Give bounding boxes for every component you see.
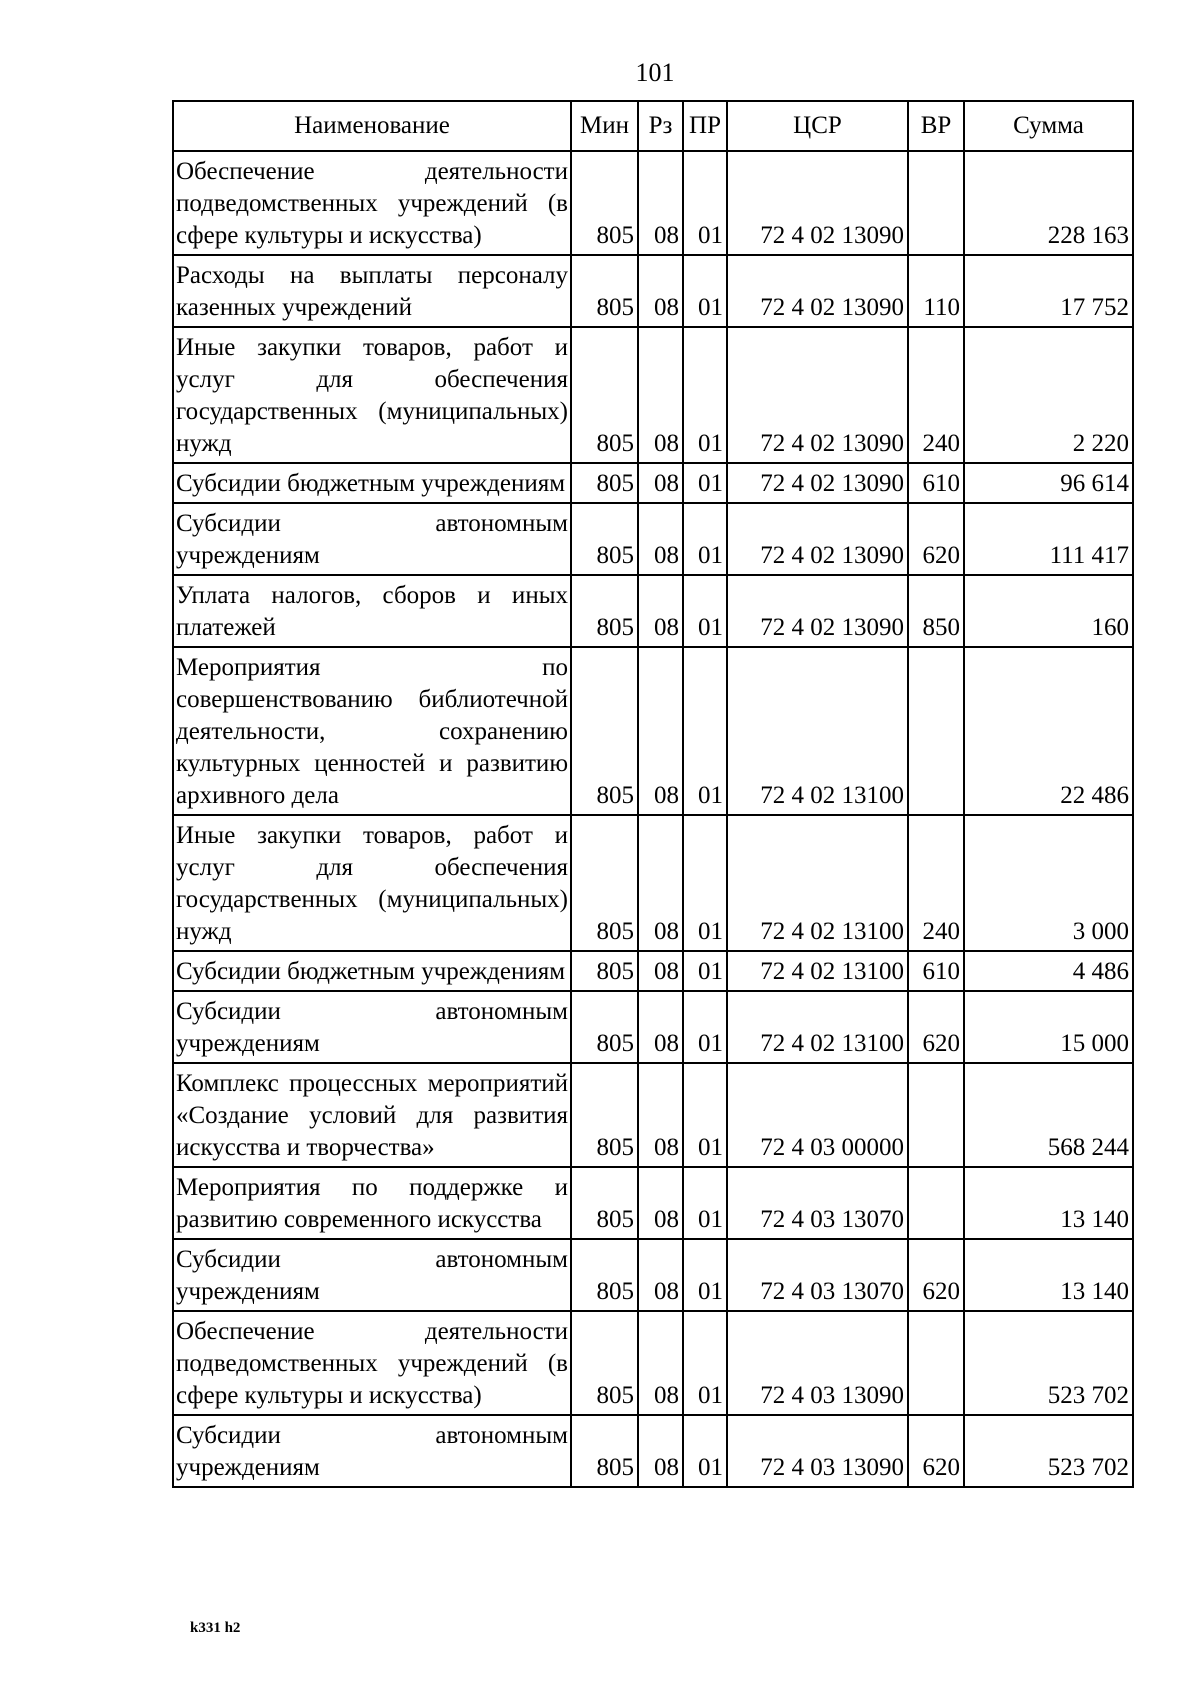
cell-pr: 01	[683, 951, 727, 991]
cell-vr: 620	[908, 991, 964, 1063]
table-row	[173, 463, 1133, 503]
header-min: Мин	[571, 101, 638, 151]
table-row	[173, 647, 1133, 815]
cell-pr: 01	[683, 991, 727, 1063]
cell-sum: 13 140	[964, 1239, 1133, 1311]
cell-rz: 08	[638, 951, 683, 991]
cell-vr: 610	[908, 951, 964, 991]
cell-csr: 72 4 03 00000	[727, 1063, 908, 1167]
cell-csr: 72 4 02 13090	[727, 575, 908, 647]
cell-sum: 160	[964, 575, 1133, 647]
cell-csr: 72 4 02 13100	[727, 991, 908, 1063]
cell-rz: 08	[638, 575, 683, 647]
cell-csr: 72 4 02 13100	[727, 815, 908, 951]
cell-name: Расходы на выплаты персоналу казенных учреждений	[173, 255, 571, 327]
cell-min: 805	[571, 463, 638, 503]
table-row	[173, 951, 1133, 991]
cell-rz: 08	[638, 327, 683, 463]
cell-pr: 01	[683, 1239, 727, 1311]
table-row	[173, 1415, 1133, 1487]
cell-name: Мероприятия по поддержке и развитию современного искусства	[173, 1167, 571, 1239]
cell-rz: 08	[638, 1167, 683, 1239]
cell-rz: 08	[638, 1311, 683, 1415]
cell-min: 805	[571, 647, 638, 815]
cell-sum: 2 220	[964, 327, 1133, 463]
cell-pr: 01	[683, 1415, 727, 1487]
cell-name: Обеспечение деятельности подведомственных учреждений (в сфере культуры и искусства)	[173, 1311, 571, 1415]
cell-name: Обеспечение деятельности подведомственных учреждений (в сфере культуры и искусства)	[173, 151, 571, 255]
table-row	[173, 575, 1133, 647]
cell-vr: 620	[908, 1415, 964, 1487]
header-csr: ЦСР	[727, 101, 908, 151]
cell-sum: 13 140	[964, 1167, 1133, 1239]
table-header-row	[173, 101, 1133, 151]
cell-min: 805	[571, 1167, 638, 1239]
header-name: Наименование	[173, 101, 571, 151]
table-body	[173, 151, 1133, 1487]
cell-pr: 01	[683, 503, 727, 575]
cell-vr: 620	[908, 1239, 964, 1311]
table-row	[173, 1239, 1133, 1311]
budget-table	[172, 100, 1134, 1488]
cell-vr: 110	[908, 255, 964, 327]
cell-pr: 01	[683, 647, 727, 815]
header-rz: Рз	[638, 101, 683, 151]
cell-name: Субсидии бюджетным учреждениям	[173, 463, 571, 503]
cell-csr: 72 4 02 13090	[727, 463, 908, 503]
table-row	[173, 1063, 1133, 1167]
cell-csr: 72 4 02 13090	[727, 327, 908, 463]
cell-sum: 17 752	[964, 255, 1133, 327]
cell-name: Комплекс процессных мероприятий «Создание условий для развития искусства и творчества»	[173, 1063, 571, 1167]
cell-csr: 72 4 03 13070	[727, 1239, 908, 1311]
cell-vr	[908, 151, 964, 255]
cell-sum: 22 486	[964, 647, 1133, 815]
cell-sum: 15 000	[964, 991, 1133, 1063]
cell-vr	[908, 1063, 964, 1167]
cell-rz: 08	[638, 1239, 683, 1311]
cell-sum: 111 417	[964, 503, 1133, 575]
cell-name: Иные закупки товаров, работ и услуг для обеспечения государственных (муниципальных) нужд	[173, 327, 571, 463]
cell-pr: 01	[683, 575, 727, 647]
cell-min: 805	[571, 1415, 638, 1487]
cell-vr: 240	[908, 327, 964, 463]
cell-csr: 72 4 02 13100	[727, 647, 908, 815]
cell-sum: 96 614	[964, 463, 1133, 503]
cell-sum: 568 244	[964, 1063, 1133, 1167]
table-row	[173, 151, 1133, 255]
table-row	[173, 991, 1133, 1063]
cell-csr: 72 4 02 13090	[727, 255, 908, 327]
table-row	[173, 1167, 1133, 1239]
page-number: 101	[635, 58, 675, 87]
cell-rz: 08	[638, 1063, 683, 1167]
cell-vr: 850	[908, 575, 964, 647]
cell-min: 805	[571, 1239, 638, 1311]
cell-csr: 72 4 02 13090	[727, 503, 908, 575]
header-vr: ВР	[908, 101, 964, 151]
cell-vr	[908, 1311, 964, 1415]
cell-csr: 72 4 03 13090	[727, 1311, 908, 1415]
cell-sum: 4 486	[964, 951, 1133, 991]
cell-rz: 08	[638, 647, 683, 815]
cell-pr: 01	[683, 327, 727, 463]
cell-pr: 01	[683, 463, 727, 503]
header-sum: Сумма	[964, 101, 1133, 151]
table-row	[173, 1311, 1133, 1415]
cell-csr: 72 4 03 13090	[727, 1415, 908, 1487]
cell-vr: 610	[908, 463, 964, 503]
footer-code: k331 h2	[190, 1620, 241, 1636]
cell-rz: 08	[638, 151, 683, 255]
cell-min: 805	[571, 951, 638, 991]
table-row	[173, 503, 1133, 575]
cell-name: Субсидии автономным учреждениям	[173, 1239, 571, 1311]
cell-csr: 72 4 02 13090	[727, 151, 908, 255]
cell-pr: 01	[683, 1167, 727, 1239]
cell-min: 805	[571, 815, 638, 951]
cell-vr: 620	[908, 503, 964, 575]
cell-rz: 08	[638, 815, 683, 951]
cell-vr	[908, 647, 964, 815]
table-row	[173, 255, 1133, 327]
cell-pr: 01	[683, 815, 727, 951]
cell-min: 805	[571, 255, 638, 327]
cell-name: Субсидии автономным учреждениям	[173, 991, 571, 1063]
cell-name: Субсидии бюджетным учреждениям	[173, 951, 571, 991]
cell-pr: 01	[683, 1311, 727, 1415]
cell-csr: 72 4 02 13100	[727, 951, 908, 991]
cell-sum: 523 702	[964, 1415, 1133, 1487]
cell-sum: 3 000	[964, 815, 1133, 951]
cell-min: 805	[571, 1063, 638, 1167]
cell-name: Субсидии автономным учреждениям	[173, 1415, 571, 1487]
cell-name: Субсидии автономным учреждениям	[173, 503, 571, 575]
cell-rz: 08	[638, 255, 683, 327]
cell-min: 805	[571, 991, 638, 1063]
cell-name: Уплата налогов, сборов и иных платежей	[173, 575, 571, 647]
cell-sum: 228 163	[964, 151, 1133, 255]
cell-rz: 08	[638, 503, 683, 575]
cell-name: Мероприятия по совершенствованию библиотечной деятельности, сохранению культурных ценностей и развитию архивного дела	[173, 647, 571, 815]
cell-name: Иные закупки товаров, работ и услуг для обеспечения государственных (муниципальных) нужд	[173, 815, 571, 951]
cell-pr: 01	[683, 151, 727, 255]
cell-pr: 01	[683, 1063, 727, 1167]
table-row	[173, 815, 1133, 951]
cell-min: 805	[571, 151, 638, 255]
cell-min: 805	[571, 575, 638, 647]
cell-vr: 240	[908, 815, 964, 951]
cell-min: 805	[571, 503, 638, 575]
cell-pr: 01	[683, 255, 727, 327]
table-row	[173, 327, 1133, 463]
cell-sum: 523 702	[964, 1311, 1133, 1415]
cell-csr: 72 4 03 13070	[727, 1167, 908, 1239]
cell-vr	[908, 1167, 964, 1239]
cell-min: 805	[571, 1311, 638, 1415]
cell-rz: 08	[638, 463, 683, 503]
cell-rz: 08	[638, 991, 683, 1063]
header-pr: ПР	[683, 101, 727, 151]
cell-min: 805	[571, 327, 638, 463]
cell-rz: 08	[638, 1415, 683, 1487]
